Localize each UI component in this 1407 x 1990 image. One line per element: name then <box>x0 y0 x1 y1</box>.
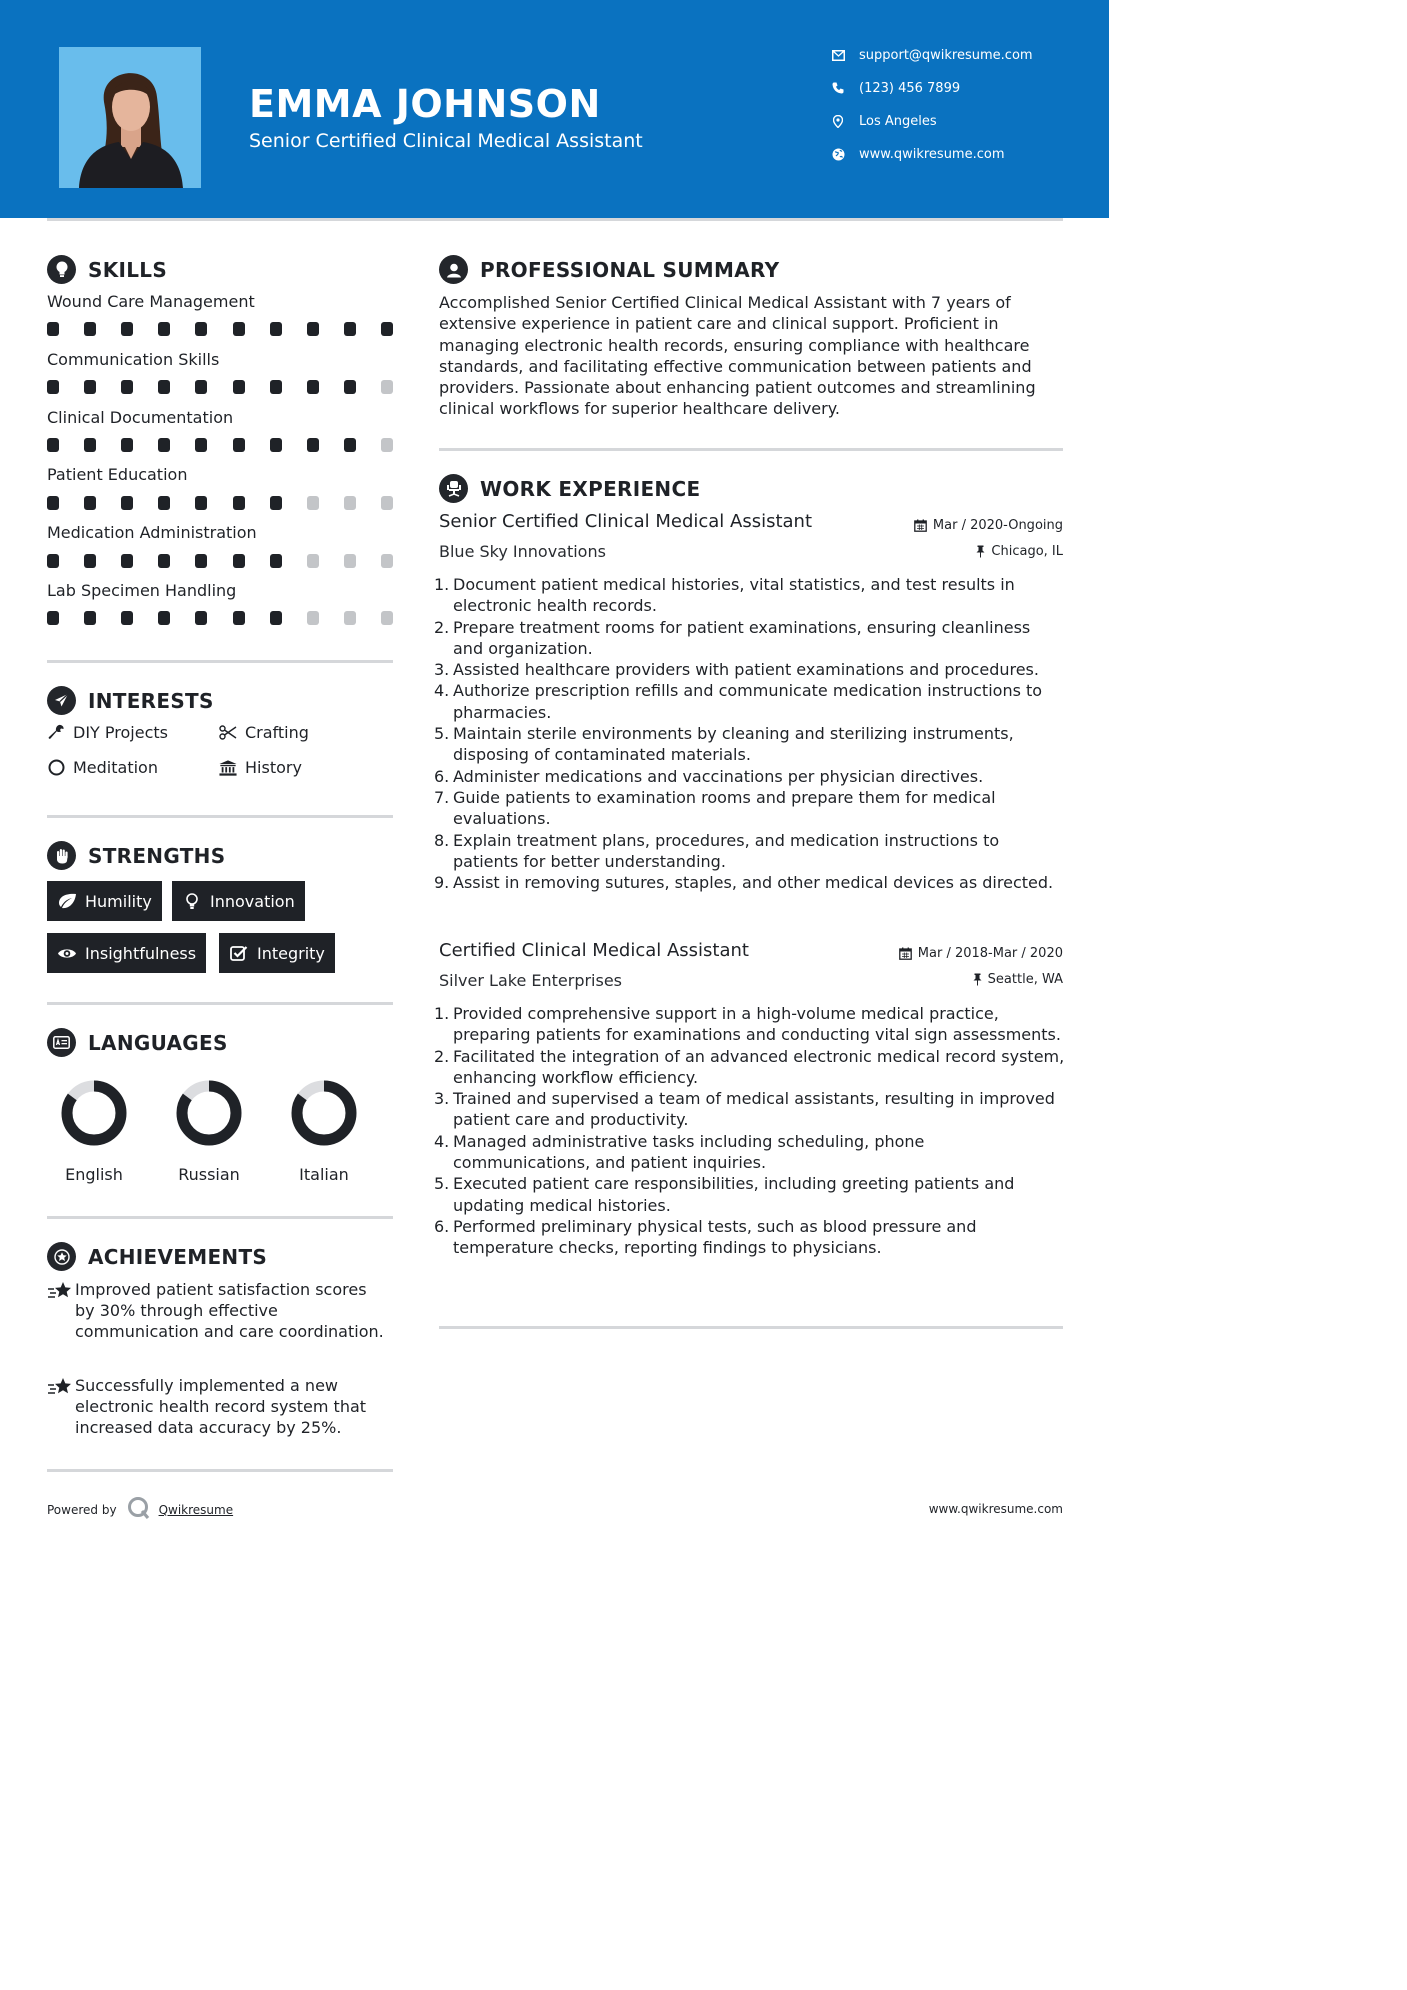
skill-dot-filled <box>344 438 356 452</box>
job-dates-text: Mar / 2018-Mar / 2020 <box>917 946 1063 961</box>
skill-level-dots <box>47 380 393 394</box>
bullet-text: Managed administrative tasks including scheduling, phone communications, and patient inquiries. <box>453 1131 925 1173</box>
section-divider <box>47 1002 393 1005</box>
skill-dot-empty <box>307 496 319 510</box>
wrench-icon <box>47 724 65 742</box>
strength-badge <box>47 881 162 921</box>
interests-title: INTERESTS <box>88 688 214 713</box>
skill-dot-filled <box>195 438 207 452</box>
qwikresume-link[interactable]: Qwikresume <box>158 1503 234 1517</box>
bullet-number: 9. <box>434 873 450 893</box>
skill-name: Medication Administration <box>47 523 257 542</box>
interest-label: Crafting <box>245 723 309 742</box>
paper-plane-icon <box>47 686 76 715</box>
skill-dot-filled <box>121 611 133 625</box>
star-badge-icon <box>47 1242 76 1271</box>
contact-email[interactable] <box>831 44 1071 66</box>
language-donut <box>279 1077 369 1149</box>
job-location-text: Seattle, WA <box>987 972 1063 987</box>
summary-text: Accomplished Senior Certified Clinical Medical Assistant with 7 years of extensive experience in patient care and clinical support. Proficient in managing electronic health records, ensuring compliance with healthcare standards, and facilitating effective communication between patients and providers. Passionate about enhancing patient outcomes and streamlining clinical workflows for superior healthcare delivery. <box>439 293 1036 419</box>
job-bullets <box>434 1003 1065 1259</box>
check-square-icon <box>229 943 249 963</box>
interest-item <box>47 723 168 742</box>
contact-website-text: www.qwikresume.com <box>859 146 1005 162</box>
language-name: Italian <box>299 1165 349 1184</box>
bullet-text: Prepare treatment rooms for patient examinations, ensuring cleanliness and organization. <box>453 617 1031 658</box>
shooting-star-icon <box>47 1279 75 1342</box>
skill-dot-filled <box>84 496 96 510</box>
bullet-number: 2. <box>434 617 450 637</box>
map-pin-icon <box>831 114 845 128</box>
job-company: Blue Sky Innovations <box>439 542 606 561</box>
scissors-icon <box>219 724 237 742</box>
skill-dot-filled <box>121 322 133 336</box>
language-item <box>49 1077 139 1184</box>
job-bullet <box>434 723 1065 766</box>
skill-dot-filled <box>233 438 245 452</box>
achievement-text: Improved patient satisfaction scores by 30% through effective communication and care coordination. <box>75 1280 384 1341</box>
bullet-text: Performed preliminary physical tests, such as blood pressure and temperature checks, reporting findings to physicians. <box>453 1216 977 1258</box>
museum-icon <box>219 759 237 777</box>
bullet-number: 7. <box>434 787 450 807</box>
bullet-text: Document patient medical histories, vital statistics, and test results in electronic health records. <box>453 575 1015 616</box>
skill-dot-filled <box>307 322 319 336</box>
job-title: Certified Clinical Medical Assistant <box>439 940 749 961</box>
skill-dot-empty <box>381 438 393 452</box>
profile-photo <box>59 47 201 188</box>
circle-icon <box>47 759 65 777</box>
bullet-number: 5. <box>434 724 450 744</box>
bullet-text: Assisted healthcare providers with patient examinations and procedures. <box>453 660 1039 680</box>
skill-dot-empty <box>344 496 356 510</box>
footer-branding <box>47 1496 233 1524</box>
job-company: Silver Lake Enterprises <box>439 971 623 990</box>
strength-label: Integrity <box>257 943 325 963</box>
candidate-name: EMMA JOHNSON <box>249 82 601 126</box>
skill-dot-empty <box>381 380 393 394</box>
section-divider <box>47 815 393 818</box>
calendar-icon <box>899 947 912 960</box>
bullet-text: Assist in removing sutures, staples, and other medical devices as directed. <box>453 873 1054 893</box>
job-dates <box>899 946 1063 961</box>
globe-icon <box>831 147 845 161</box>
skill-dot-filled <box>121 554 133 568</box>
contact-website[interactable] <box>831 143 1071 165</box>
job-bullet <box>434 1088 1065 1131</box>
section-divider <box>439 1326 1063 1329</box>
language-donut <box>164 1077 254 1149</box>
strengths-title: STRENGTHS <box>88 843 226 868</box>
skill-dot-filled <box>233 554 245 568</box>
bullet-number: 3. <box>434 660 450 680</box>
eye-icon <box>57 943 77 963</box>
skill-dot-filled <box>270 380 282 394</box>
strength-label: Innovation <box>210 891 295 911</box>
skill-dot-filled <box>270 438 282 452</box>
skill-name: Patient Education <box>47 465 188 484</box>
achievement-item <box>47 1279 393 1342</box>
skill-dot-empty <box>344 611 356 625</box>
skill-dot-filled <box>233 611 245 625</box>
skill-level-dots <box>47 496 393 510</box>
bullet-number: 4. <box>434 681 450 701</box>
contact-phone[interactable] <box>831 77 1071 99</box>
interest-item <box>47 758 158 777</box>
bullet-text: Provided comprehensive support in a high-volume medical practice, preparing patients for examinations and conducting vital sign assessments. <box>453 1004 1061 1045</box>
skill-level-dots <box>47 438 393 452</box>
skill-level-dots <box>47 611 393 625</box>
skill-dot-empty <box>381 496 393 510</box>
job-title: Senior Certified Clinical Medical Assistant <box>439 511 813 532</box>
skill-dot-filled <box>84 554 96 568</box>
skill-dot-filled <box>121 380 133 394</box>
skill-dot-filled <box>270 496 282 510</box>
contact-location <box>831 110 1071 132</box>
skill-dot-filled <box>344 380 356 394</box>
lightbulb-icon <box>47 255 76 284</box>
skill-dot-filled <box>158 611 170 625</box>
envelope-icon <box>831 48 845 62</box>
skills-title: SKILLS <box>88 257 168 282</box>
languages-heading <box>47 1028 228 1057</box>
bullet-number: 1. <box>434 1004 450 1023</box>
job-location <box>973 972 1063 987</box>
summary-title: PROFESSIONAL SUMMARY <box>480 257 780 282</box>
achievement-text: Successfully implemented a new electronic health record system that increased data accuracy by 25%. <box>75 1376 367 1437</box>
calendar-icon <box>914 519 927 532</box>
bullet-text: Executed patient care responsibilities, including greeting patients and updating medical histories. <box>453 1174 1015 1215</box>
bullet-text: Trained and supervised a team of medical assistants, resulting in improved patient care and productivity. <box>453 1089 1055 1130</box>
skill-dot-empty <box>344 554 356 568</box>
skill-name: Wound Care Management <box>47 292 255 311</box>
job-bullet <box>434 680 1065 723</box>
skill-name: Communication Skills <box>47 350 220 369</box>
skill-dot-filled <box>195 380 207 394</box>
bullet-text: Guide patients to examination rooms and prepare them for medical evaluations. <box>453 787 996 829</box>
header-divider <box>47 218 1063 221</box>
skill-dot-filled <box>233 322 245 336</box>
skill-dot-filled <box>121 438 133 452</box>
summary-heading <box>439 255 779 284</box>
skill-dot-empty <box>307 554 319 568</box>
job-bullet <box>434 1003 1065 1046</box>
job-bullet <box>434 766 1065 787</box>
skill-dot-filled <box>47 380 59 394</box>
section-divider <box>47 1469 393 1472</box>
section-divider <box>47 660 393 663</box>
skill-dot-filled <box>47 554 59 568</box>
bullet-text: Authorize prescription refills and communicate medication instructions to pharmacies. <box>453 681 1043 722</box>
skill-name: Lab Specimen Handling <box>47 581 237 600</box>
skill-dot-empty <box>381 611 393 625</box>
hand-icon <box>47 841 76 870</box>
lightbulb-icon <box>182 891 202 911</box>
interest-label: Meditation <box>73 758 158 777</box>
skill-dot-filled <box>270 611 282 625</box>
job-bullet <box>434 872 1065 893</box>
bullet-text: Administer medications and vaccinations per physician directives. <box>453 766 984 786</box>
user-circle-icon <box>439 255 468 284</box>
pushpin-icon <box>976 545 985 558</box>
skill-dot-filled <box>344 322 356 336</box>
skill-dot-filled <box>47 438 59 452</box>
bullet-number: 6. <box>434 766 450 786</box>
contact-location-text: Los Angeles <box>859 113 937 129</box>
job-bullet <box>434 574 1065 617</box>
skill-dot-filled <box>307 438 319 452</box>
skill-dot-filled <box>195 496 207 510</box>
phone-icon <box>831 81 845 95</box>
interest-item <box>219 723 309 742</box>
id-card-icon <box>47 1028 76 1057</box>
skill-name: Clinical Documentation <box>47 408 234 427</box>
job-bullet <box>434 659 1065 680</box>
skill-level-dots <box>47 554 393 568</box>
section-divider <box>439 448 1063 451</box>
skill-dot-filled <box>233 380 245 394</box>
strengths-heading <box>47 841 225 870</box>
language-item <box>279 1077 369 1184</box>
achievements-heading <box>47 1242 267 1271</box>
contact-email-text: support@qwikresume.com <box>859 47 1033 63</box>
skill-dot-filled <box>84 322 96 336</box>
skill-dot-filled <box>121 496 133 510</box>
experience-heading <box>439 474 700 503</box>
bullet-number: 5. <box>434 1174 450 1194</box>
strength-badge <box>219 933 335 973</box>
skill-dot-empty <box>307 611 319 625</box>
job-bullet <box>434 1173 1065 1216</box>
bullet-text: Facilitated the integration of an advanced electronic medical record system, enhancing workflow efficiency. <box>453 1046 1065 1087</box>
language-name: English <box>65 1165 123 1184</box>
skill-dot-empty <box>381 554 393 568</box>
experience-title: WORK EXPERIENCE <box>480 476 701 501</box>
skill-dot-filled <box>307 380 319 394</box>
powered-by-text: Powered by <box>47 1503 117 1517</box>
job-dates <box>914 518 1063 533</box>
office-chair-icon <box>439 474 468 503</box>
skill-dot-filled <box>84 438 96 452</box>
skill-dot-filled <box>158 554 170 568</box>
skill-dot-filled <box>158 438 170 452</box>
job-bullet <box>434 830 1065 873</box>
skill-dot-filled <box>84 380 96 394</box>
skill-dot-filled <box>270 554 282 568</box>
interest-item <box>219 758 302 777</box>
bullet-text: Explain treatment plans, procedures, and medication instructions to patients for better understanding. <box>453 830 1000 871</box>
job-bullet <box>434 1131 1065 1174</box>
language-item <box>164 1077 254 1184</box>
strength-badge <box>172 881 305 921</box>
section-divider <box>47 1216 393 1219</box>
bullet-number: 1. <box>434 575 450 594</box>
bullet-number: 6. <box>434 1216 450 1236</box>
footer-url[interactable]: www.qwikresume.com <box>928 1502 1063 1516</box>
bullet-text: Maintain sterile environments by cleaning and sterilizing instruments, disposing of contaminated materials. <box>453 724 1014 765</box>
skill-dot-filled <box>195 554 207 568</box>
bullet-number: 2. <box>434 1046 450 1066</box>
job-bullet <box>434 787 1065 830</box>
job-dates-text: Mar / 2020-Ongoing <box>932 518 1063 533</box>
skill-dot-filled <box>47 611 59 625</box>
skill-dot-filled <box>158 322 170 336</box>
skill-dot-filled <box>381 322 393 336</box>
skill-dot-filled <box>47 322 59 336</box>
job-location <box>976 544 1063 559</box>
strength-label: Humility <box>85 891 152 911</box>
job-bullet <box>434 617 1065 660</box>
achievements-title: ACHIEVEMENTS <box>88 1244 268 1269</box>
bullet-number: 3. <box>434 1089 450 1109</box>
skill-dot-filled <box>195 322 207 336</box>
skills-heading <box>47 255 167 284</box>
job-bullet <box>434 1046 1065 1089</box>
skill-dot-filled <box>270 322 282 336</box>
strength-badge <box>47 933 206 973</box>
pushpin-icon <box>973 973 982 986</box>
shooting-star-icon <box>47 1375 75 1438</box>
bullet-number: 4. <box>434 1131 450 1151</box>
skill-dot-filled <box>233 496 245 510</box>
leaf-icon <box>57 891 77 911</box>
interests-heading <box>47 686 214 715</box>
job-location-text: Chicago, IL <box>991 544 1063 559</box>
contact-phone-text: (123) 456 7899 <box>859 80 961 96</box>
job-bullet <box>434 1216 1065 1259</box>
language-name: Russian <box>178 1165 240 1184</box>
qwikresume-logo-icon <box>127 1496 151 1524</box>
interest-label: DIY Projects <box>73 723 168 742</box>
strength-label: Insightfulness <box>85 943 197 963</box>
skill-dot-filled <box>84 611 96 625</box>
skill-level-dots <box>47 322 393 336</box>
language-donut <box>49 1077 139 1149</box>
languages-title: LANGUAGES <box>88 1030 228 1055</box>
job-bullets <box>434 574 1065 893</box>
skill-dot-filled <box>47 496 59 510</box>
bullet-number: 8. <box>434 830 450 850</box>
interest-label: History <box>245 758 302 777</box>
skill-dot-filled <box>158 496 170 510</box>
achievement-item <box>47 1375 393 1438</box>
skill-dot-filled <box>158 380 170 394</box>
candidate-title: Senior Certified Clinical Medical Assistant <box>249 130 643 152</box>
skill-dot-filled <box>195 611 207 625</box>
